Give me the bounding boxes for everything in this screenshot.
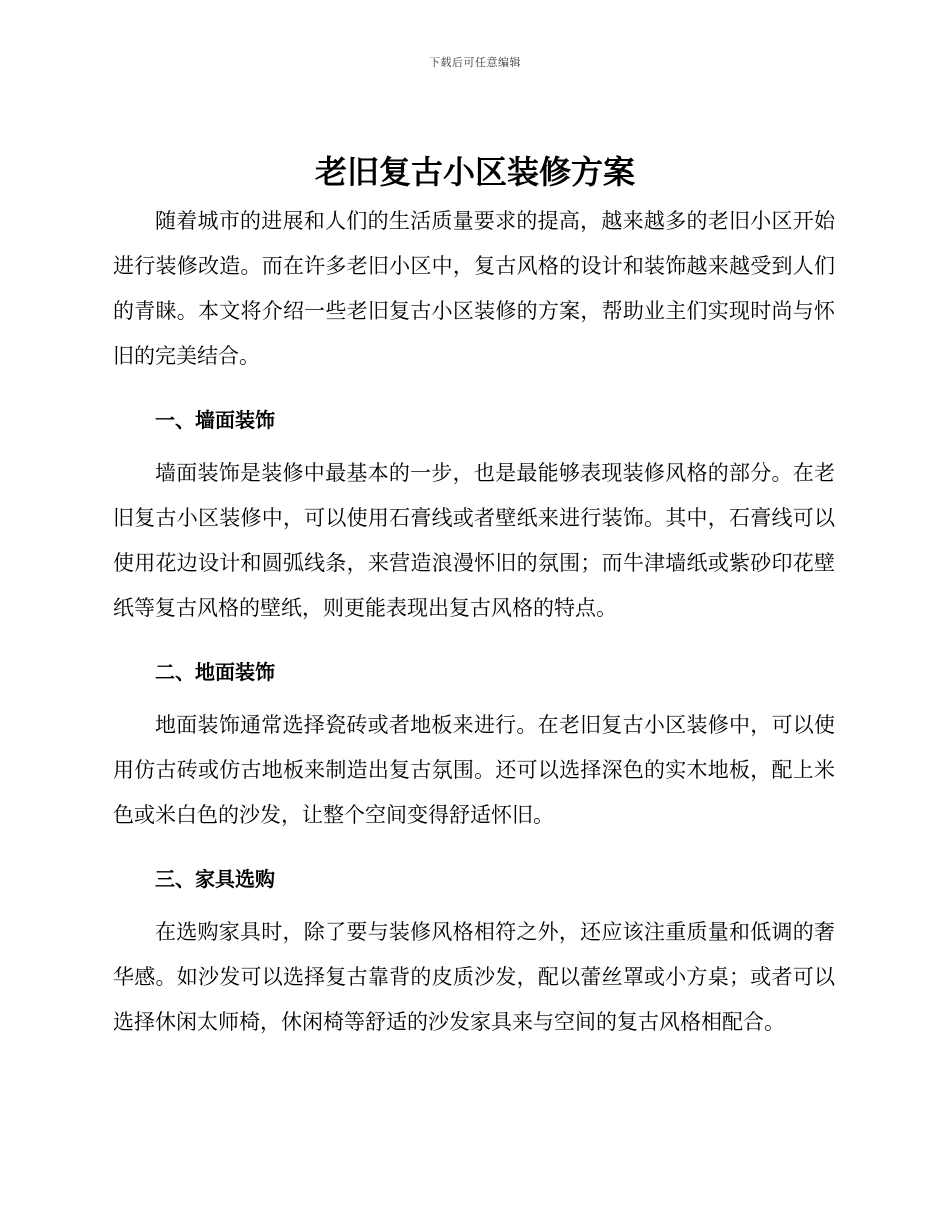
spacer bbox=[113, 894, 835, 910]
spacer bbox=[113, 435, 835, 451]
section-heading-floor: 二、地面装饰 bbox=[155, 660, 275, 684]
document-title: 老旧复古小区装修方案 bbox=[314, 153, 635, 191]
spacer bbox=[113, 631, 835, 657]
header-note: 下载后可任意编辑 bbox=[429, 56, 521, 69]
section-paragraph-wall: 墙面装饰是装修中最基本的一步，也是最能够表现装修风格的部分。在老旧复古小区装修中，可以使用石膏线或者壁纸来进行装饰。其中，石膏线可以使用花边设计和圆弧线条，来营造浪漫怀旧的氛围；而牛津墙纸或紫砂印花壁纸等复古风格的壁纸，则更能表现出复古风格的特点。 bbox=[113, 461, 835, 620]
spacer bbox=[113, 838, 835, 864]
section-paragraph-floor: 地面装饰通常选择瓷砖或者地板来进行。在老旧复古小区装修中，可以使用仿古砖或仿古地板来制造出复古氛围。还可以选择深色的实木地板，配上米色或米白色的沙发，让整个空间变得舒适怀旧。 bbox=[113, 713, 835, 827]
document-body bbox=[113, 199, 835, 1045]
section-paragraph-furniture: 在选购家具时，除了要与装修风格相符之外，还应该注重质量和低调的奢华感。如沙发可以选择复古靠背的皮质沙发，配以蕾丝罩或小方桌；或者可以选择休闲太师椅，休闲椅等舒适的沙发家具来与空间的复古风格相配合。 bbox=[113, 920, 835, 1034]
spacer bbox=[113, 687, 835, 703]
section-heading-furniture: 三、家具选购 bbox=[155, 867, 275, 891]
intro-paragraph: 随着城市的进展和人们的生活质量要求的提高，越来越多的老旧小区开始进行装修改造。而在许多老旧小区中，复古风格的设计和装饰越来越受到人们的青睐。本文将介绍一些老旧复古小区装修的方案，帮助业主们实现时尚与怀旧的完美结合。 bbox=[113, 209, 835, 368]
spacer bbox=[113, 379, 835, 405]
section-heading-wall: 一、墙面装饰 bbox=[155, 408, 275, 432]
